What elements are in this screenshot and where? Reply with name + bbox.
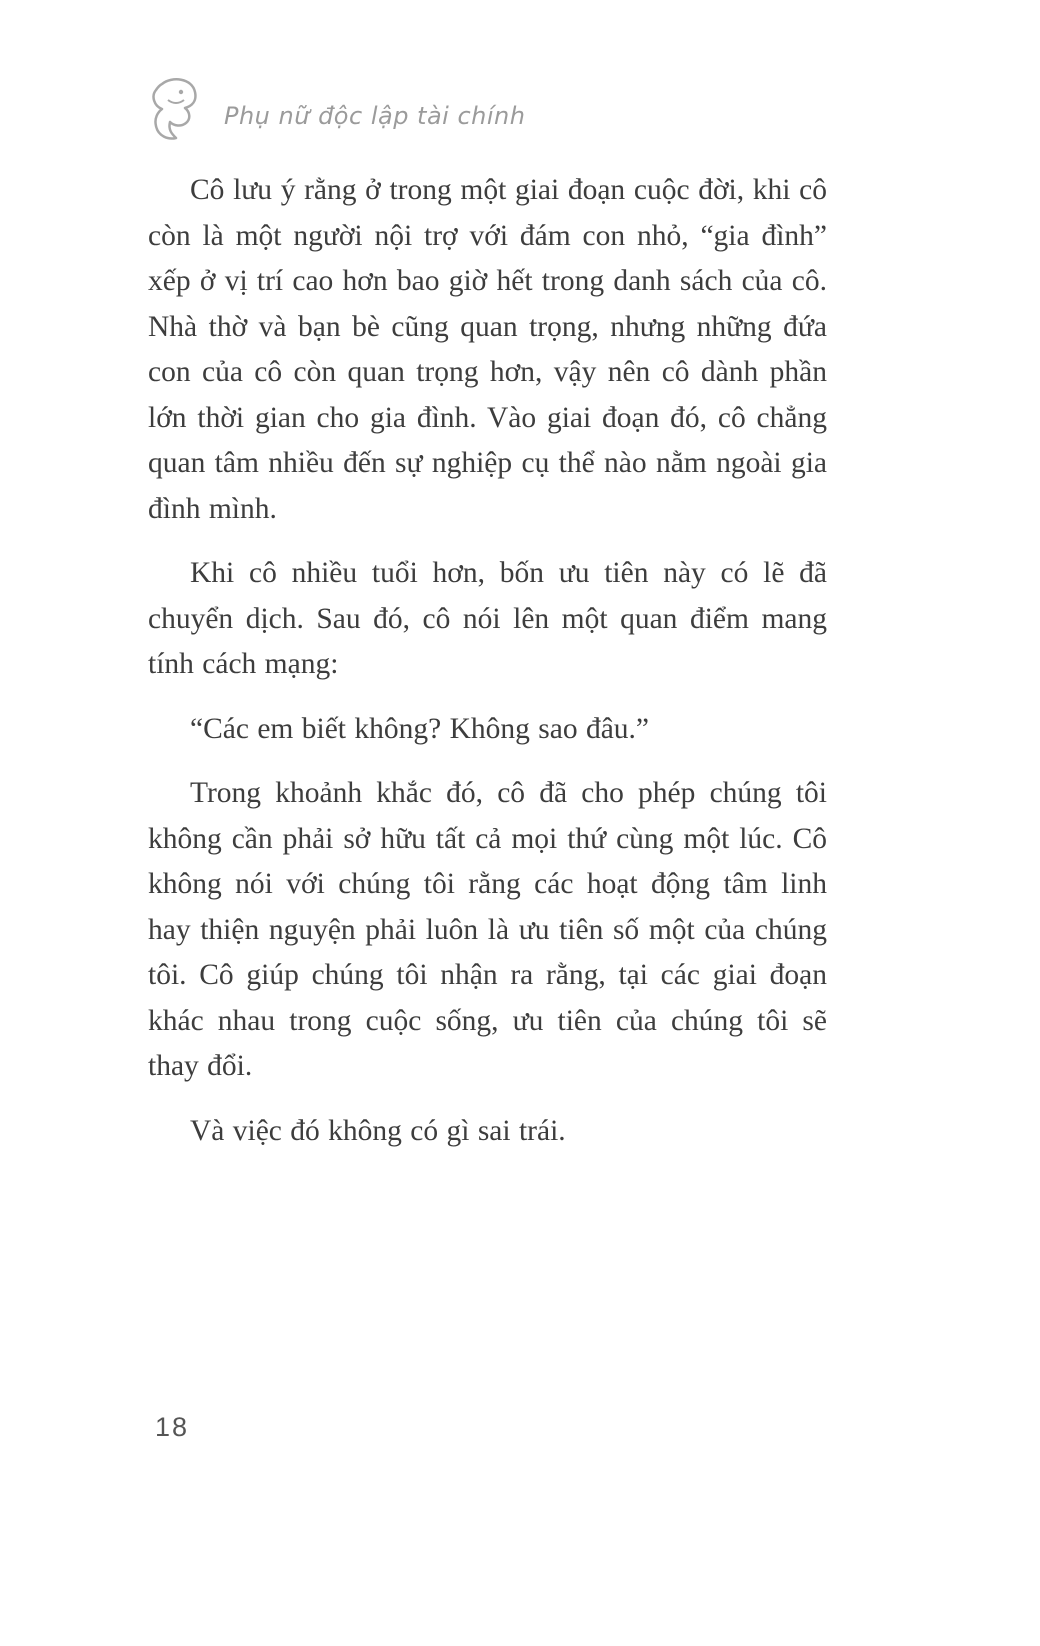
paragraph: Khi cô nhiều tuổi hơn, bốn ưu tiên này có lẽ đã chuyển dịch. Sau đó, cô nói lên một quan điểm mang tính cách mạng: [148,557,827,680]
paragraph: Trong khoảnh khắc đó, cô đã cho phép chúng tôi không cần phải sở hữu tất cả mọi thứ cùng một lúc. Cô không nói với chúng tôi rằng các hoạt động tâm linh hay thiện nguyện phải luôn là ưu tiên số một của chúng tôi. Cô giúp chúng tôi nhận ra rằng, tại các giai đoạn khác nhau trong cuộc sống, ưu tiên của chúng tôi sẽ thay đổi. [148,777,827,1082]
paragraph-quote: “Các em biết không? Không sao đâu.” [190,712,650,745]
paragraph: Cô lưu ý rằng ở trong một giai đoạn cuộc đời, khi cô còn là một người nội trợ với đám con nhỏ, “gia đình” xếp ở vị trí cao hơn bao giờ hết trong danh sách của cô. Nhà thờ và bạn bè cũng quan trọng, nhưng những đứa con của cô còn quan trọng hơn, vậy nên cô dành phần lớn thời gian cho gia đình. Vào giai đoạn đó, cô chẳng quan tâm nhiều đến sự nghiệp cụ thể nào nằm ngoài gia đình mình. [148,174,827,525]
running-header [148,76,525,142]
running-header-title: Phụ nữ độc lập tài chính [224,102,526,130]
paragraph: Và việc đó không có gì sai trái. [190,1114,566,1147]
page-number: 18 [155,1412,190,1442]
publisher-logo-icon [148,76,200,142]
page-body-text [148,168,827,1173]
